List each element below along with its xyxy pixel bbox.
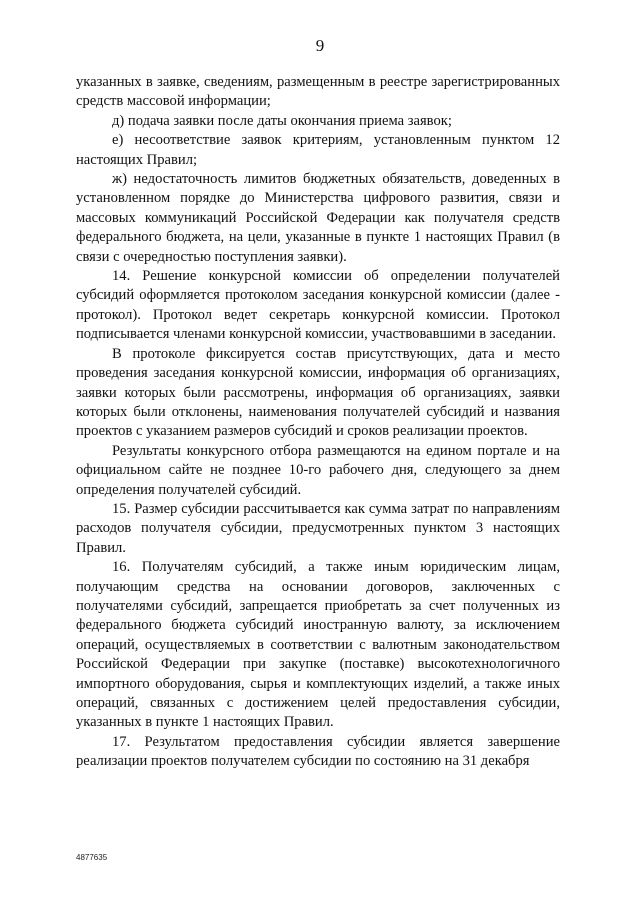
- paragraph: 17. Результатом предоставления субсидии является завершение реализации проектов получателем субсидии по состоянию на 31 декабря: [76, 733, 560, 770]
- paragraph: 14. Решение конкурсной комиссии об определении получателей субсидий оформляется протоколом заседания конкурсной комиссии (далее - протокол). Протокол ведет секретарь конкурсной комиссии. Протокол подписывается членами конкурсной комиссии, участвовавшими в заседании.: [76, 268, 560, 343]
- paragraph: Результаты конкурсного отбора размещаются на едином портале и на официальном сайте не позднее 10-го рабочего дня, следующего за днем определения получателей субсидий.: [76, 442, 560, 498]
- paragraph: д) подача заявки после даты окончания приема заявок;: [112, 112, 452, 129]
- document-code: 4877635: [76, 853, 108, 862]
- paragraph: 15. Размер субсидии рассчитывается как сумма затрат по направлениям расходов получателя субсидии, предусмотренных пунктом 3 настоящих Правил.: [76, 500, 560, 556]
- paragraph: указанных в заявке, сведениям, размещенным в реестре зарегистрированных средств массовой информации;: [76, 74, 560, 110]
- document-body: [76, 73, 560, 772]
- paragraph: В протоколе фиксируется состав присутствующих, дата и место проведения заседания конкурсной комиссии, информация об организациях, заявки которых были рассмотрены, информация об организациях, заявки которых были отклонены, наименования получателей субсидий и названия проектов с указанием размеров субсидий и сроков реализации проектов.: [76, 345, 560, 440]
- page-number: 9: [315, 36, 325, 55]
- paragraph: ж) недостаточность лимитов бюджетных обязательств, доведенных в установленном порядке до Министерства цифрового развития, связи и массовых коммуникаций Российской Федерации как получателя средств федерального бюджета, на цели, указанные в пункте 1 настоящих Правил (в связи с очередностью поступления заявки).: [76, 171, 560, 265]
- paragraph: 16. Получателям субсидий, а также иным юридическим лицам, получающим средства на основании договоров, заключенных с получателями субсидий, запрещается приобретать за счет полученных из федерального бюджета субсидий иностранную валюту, за исключением операций, осуществляемых в соответствии с валютным законодательством Российской Федерации при закупке (поставке) высокотехнологичного импортного оборудования, сырья и комплектующих изделий, а также иных операций, связанных с достижением целей предоставления субсидии, указанных в пункте 1 настоящих Правил.: [76, 559, 560, 731]
- paragraph: е) несоответствие заявок критериям, установленным пунктом 12 настоящих Правил;: [76, 132, 560, 168]
